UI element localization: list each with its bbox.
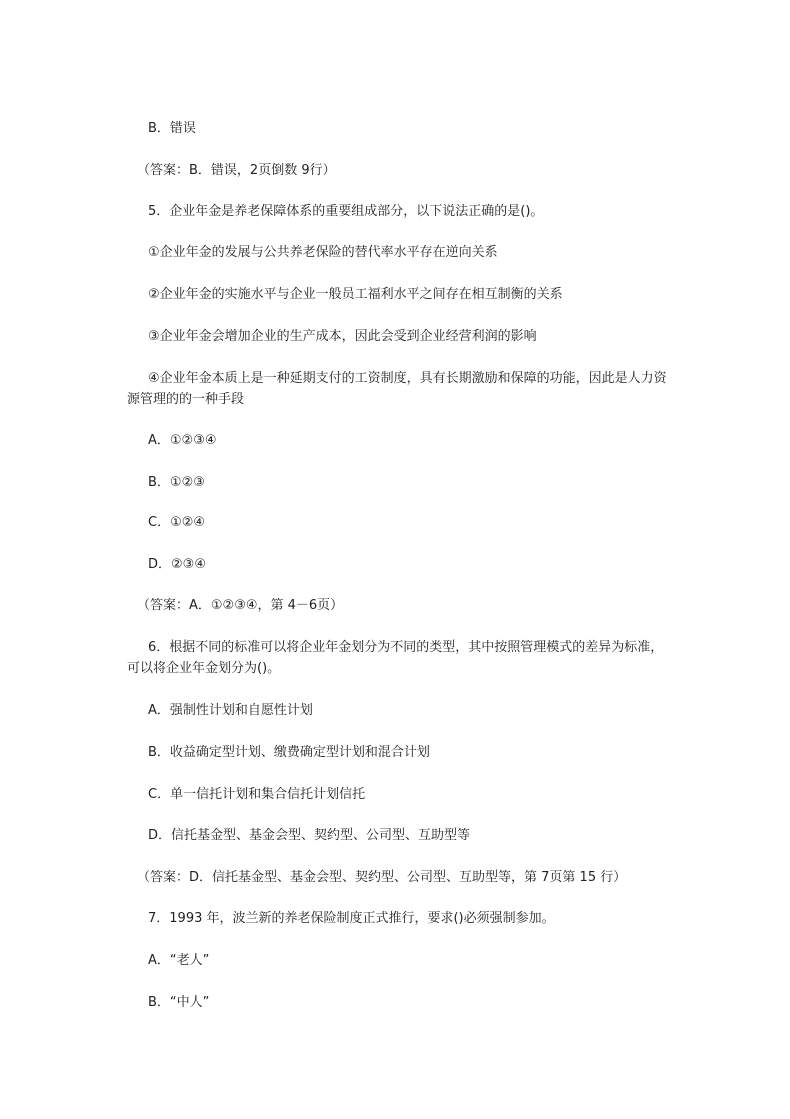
option-c-q6: C．单一信托计划和集合信托计划信托 <box>148 787 366 802</box>
option-b-q7: B．“中人” <box>148 995 210 1010</box>
option-a-q5: A．①②③④ <box>148 433 217 448</box>
answer-q4: （答案：B．错误，2页倒数 9行） <box>137 163 336 178</box>
question-6: 6．根据不同的标准可以将企业年金划分为不同的类型，其中按照管理模式的差异为标准，可以将企业年金划分为()。 <box>127 640 664 676</box>
option-d-q5: D．②③④ <box>148 557 206 572</box>
option-d-q6: D．信托基金型、基金会型、契约型、公司型、互助型等 <box>148 828 471 843</box>
question-5: 5．企业年金是养老保障体系的重要组成部分，以下说法正确的是()。 <box>148 204 544 219</box>
answer-q5: （答案：A．①②③④，第 4－6页） <box>137 598 344 613</box>
option-a-q6: A．强制性计划和自愿性计划 <box>148 703 313 718</box>
option-b-q4: B．错误 <box>148 121 196 136</box>
statement-2: ②企业年金的实施水平与企业一般员工福利水平之间存在相互制衡的关系 <box>148 287 563 302</box>
answer-q6: （答案：D．信托基金型、基金会型、契约型、公司型、互助型等，第 7页第 15 行） <box>137 870 627 885</box>
statement-3: ③企业年金会增加企业的生产成本，因此会受到企业经营利润的影响 <box>148 329 537 344</box>
option-b-q5: B．①②③ <box>148 475 205 490</box>
statement-1: ①企业年金的发展与公共养老保险的替代率水平存在逆向关系 <box>148 245 498 260</box>
option-c-q5: C．①②④ <box>148 515 206 530</box>
option-a-q7: A．“老人” <box>148 953 210 968</box>
statement-4: ④企业年金本质上是一种延期支付的工资制度，具有长期激励和保障的功能，因此是人力资源管理的的一种手段 <box>127 371 667 407</box>
question-7: 7．1993 年，波兰新的养老保险制度正式推行，要求()必须强制参加。 <box>148 911 555 926</box>
option-b-q6: B．收益确定型计划、缴费确定型计划和混合计划 <box>148 745 430 760</box>
